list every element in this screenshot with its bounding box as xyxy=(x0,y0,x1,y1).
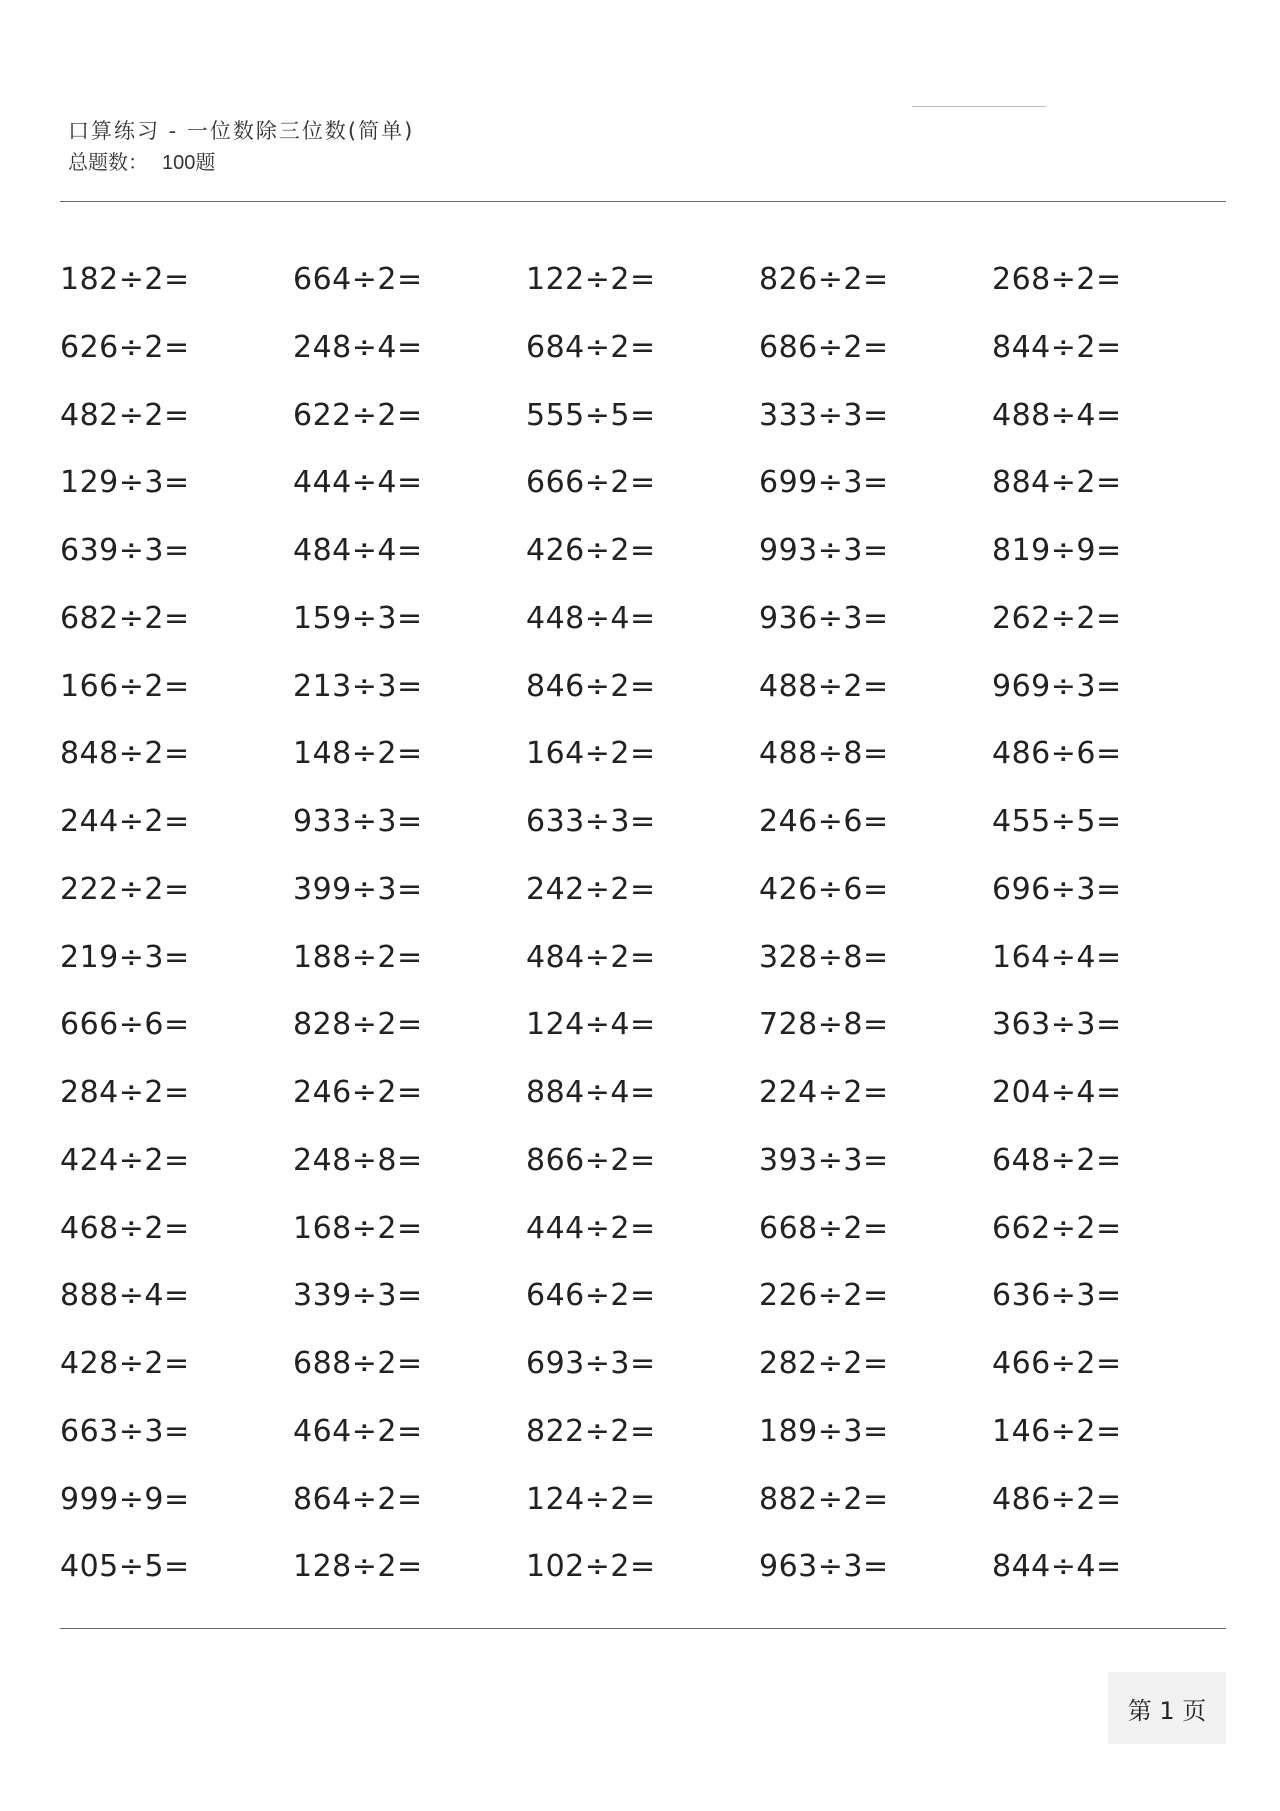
problem-item: 399÷3= xyxy=(293,871,423,907)
problem-item: 482÷2= xyxy=(60,397,190,433)
problem-item: 646÷2= xyxy=(526,1278,656,1314)
problem-item: 159÷3= xyxy=(293,600,423,636)
problem-item: 686÷2= xyxy=(759,329,889,365)
page-number-label: 第 1 页 xyxy=(1127,1696,1207,1725)
problem-item: 426÷2= xyxy=(526,533,656,568)
total-count-value: 100题 xyxy=(162,152,216,174)
worksheet-title: 口算练习 - 一位数除三位数(简单) xyxy=(68,119,415,143)
problem-item: 428÷2= xyxy=(60,1346,190,1381)
problem-item: 828÷2= xyxy=(293,1007,423,1043)
problem-item: 963÷3= xyxy=(759,1549,889,1585)
problem-item: 555÷5= xyxy=(526,397,656,433)
problem-item: 696÷3= xyxy=(992,871,1122,907)
problem-item: 168÷2= xyxy=(293,1210,423,1246)
bottom-divider xyxy=(60,1628,1226,1629)
problem-item: 262÷2= xyxy=(992,600,1122,636)
total-count-label: 总题数： xyxy=(68,150,148,174)
problem-item: 933÷3= xyxy=(293,804,423,839)
problem-item: 682÷2= xyxy=(60,600,190,636)
problem-item: 455÷5= xyxy=(992,804,1122,839)
problem-item: 848÷2= xyxy=(60,736,190,772)
problem-item: 488÷2= xyxy=(759,668,889,704)
problem-item: 819÷9= xyxy=(992,533,1122,568)
problem-item: 189÷3= xyxy=(759,1413,889,1449)
problem-item: 244÷2= xyxy=(60,804,190,839)
problem-item: 884÷2= xyxy=(992,465,1122,501)
problem-item: 248÷8= xyxy=(293,1142,423,1178)
problem-item: 488÷4= xyxy=(992,397,1122,433)
problem-item: 333÷3= xyxy=(759,397,889,433)
problem-item: 866÷2= xyxy=(526,1142,656,1178)
problem-item: 993÷3= xyxy=(759,533,889,568)
problem-item: 146÷2= xyxy=(992,1413,1122,1449)
problem-item: 468÷2= xyxy=(60,1210,190,1246)
problem-item: 363÷3= xyxy=(992,1007,1122,1043)
problem-row xyxy=(60,384,1226,452)
top-divider xyxy=(60,201,1226,202)
problem-grid xyxy=(60,248,1226,1603)
problem-item: 693÷3= xyxy=(526,1346,656,1381)
problem-item: 846÷2= xyxy=(526,668,656,704)
problem-item: 488÷8= xyxy=(759,736,889,772)
problem-item: 248÷4= xyxy=(293,329,423,365)
problem-item: 164÷2= xyxy=(526,736,656,772)
problem-item: 728÷8= xyxy=(759,1007,889,1043)
problem-item: 664÷2= xyxy=(293,262,423,297)
problem-item: 826÷2= xyxy=(759,262,889,297)
problem-row xyxy=(60,519,1226,587)
problem-row xyxy=(60,1468,1226,1536)
problem-item: 626÷2= xyxy=(60,329,190,365)
problem-item: 639÷3= xyxy=(60,533,190,568)
problem-item: 484÷2= xyxy=(526,939,656,975)
problem-item: 393÷3= xyxy=(759,1142,889,1178)
problem-row xyxy=(60,1129,1226,1197)
problem-item: 684÷2= xyxy=(526,329,656,365)
problem-item: 969÷3= xyxy=(992,668,1122,704)
problem-item: 486÷6= xyxy=(992,736,1122,772)
problem-item: 204÷4= xyxy=(992,1075,1122,1110)
problem-item: 166÷2= xyxy=(60,668,190,704)
problem-item: 822÷2= xyxy=(526,1413,656,1449)
name-write-line xyxy=(912,106,1046,107)
problem-item: 182÷2= xyxy=(60,262,190,297)
problem-item: 219÷3= xyxy=(60,939,190,975)
problem-item: 844÷4= xyxy=(992,1549,1122,1585)
problem-item: 124÷2= xyxy=(526,1481,656,1517)
problem-item: 242÷2= xyxy=(526,871,656,907)
problem-item: 662÷2= xyxy=(992,1210,1122,1246)
problem-item: 633÷3= xyxy=(526,804,656,839)
problem-row xyxy=(60,316,1226,384)
problem-item: 688÷2= xyxy=(293,1346,423,1381)
problem-row xyxy=(60,926,1226,994)
problem-row xyxy=(60,993,1226,1061)
problem-item: 622÷2= xyxy=(293,397,423,433)
problem-item: 464÷2= xyxy=(293,1413,423,1449)
problem-item: 129÷3= xyxy=(60,465,190,501)
problem-row xyxy=(60,587,1226,655)
problem-item: 636÷3= xyxy=(992,1278,1122,1314)
problem-item: 102÷2= xyxy=(526,1549,656,1585)
problem-item: 936÷3= xyxy=(759,600,889,636)
problem-row xyxy=(60,248,1226,316)
problem-item: 213÷3= xyxy=(293,668,423,704)
problem-item: 188÷2= xyxy=(293,939,423,975)
problem-item: 164÷4= xyxy=(992,939,1122,975)
problem-row xyxy=(60,1264,1226,1332)
problem-row xyxy=(60,858,1226,926)
problem-row xyxy=(60,1197,1226,1265)
problem-item: 486÷2= xyxy=(992,1481,1122,1517)
problem-item: 444÷2= xyxy=(526,1210,656,1246)
problem-item: 339÷3= xyxy=(293,1278,423,1314)
problem-item: 222÷2= xyxy=(60,871,190,907)
problem-item: 224÷2= xyxy=(759,1075,889,1110)
problem-item: 668÷2= xyxy=(759,1210,889,1246)
problem-item: 484÷4= xyxy=(293,533,423,568)
page-number-badge xyxy=(1108,1672,1226,1744)
worksheet-header xyxy=(68,116,1228,179)
problem-row xyxy=(60,1061,1226,1129)
problem-row xyxy=(60,451,1226,519)
problem-item: 666÷6= xyxy=(60,1007,190,1043)
problem-item: 844÷2= xyxy=(992,329,1122,365)
problem-item: 122÷2= xyxy=(526,262,656,297)
problem-row xyxy=(60,655,1226,723)
problem-item: 444÷4= xyxy=(293,465,423,501)
total-count-line xyxy=(68,146,1228,179)
problem-item: 666÷2= xyxy=(526,465,656,501)
problem-row xyxy=(60,722,1226,790)
problem-item: 246÷2= xyxy=(293,1075,423,1110)
problem-item: 284÷2= xyxy=(60,1075,190,1110)
problem-row xyxy=(60,1535,1226,1603)
problem-row xyxy=(60,1332,1226,1400)
problem-item: 328÷8= xyxy=(759,939,889,975)
problem-item: 226÷2= xyxy=(759,1278,889,1314)
problem-item: 424÷2= xyxy=(60,1142,190,1178)
problem-item: 884÷4= xyxy=(526,1075,656,1110)
problem-item: 426÷6= xyxy=(759,871,889,907)
problem-item: 282÷2= xyxy=(759,1346,889,1381)
problem-item: 882÷2= xyxy=(759,1481,889,1517)
problem-item: 268÷2= xyxy=(992,262,1122,297)
problem-item: 663÷3= xyxy=(60,1413,190,1449)
problem-item: 405÷5= xyxy=(60,1549,190,1585)
problem-item: 999÷9= xyxy=(60,1481,190,1517)
problem-item: 888÷4= xyxy=(60,1278,190,1314)
problem-item: 148÷2= xyxy=(293,736,423,772)
problem-item: 124÷4= xyxy=(526,1007,656,1043)
problem-item: 448÷4= xyxy=(526,600,656,636)
problem-item: 466÷2= xyxy=(992,1346,1122,1381)
problem-row xyxy=(60,1400,1226,1468)
problem-item: 864÷2= xyxy=(293,1481,423,1517)
problem-item: 128÷2= xyxy=(293,1549,423,1585)
problem-item: 246÷6= xyxy=(759,804,889,839)
problem-item: 648÷2= xyxy=(992,1142,1122,1178)
problem-row xyxy=(60,790,1226,858)
problem-item: 699÷3= xyxy=(759,465,889,501)
